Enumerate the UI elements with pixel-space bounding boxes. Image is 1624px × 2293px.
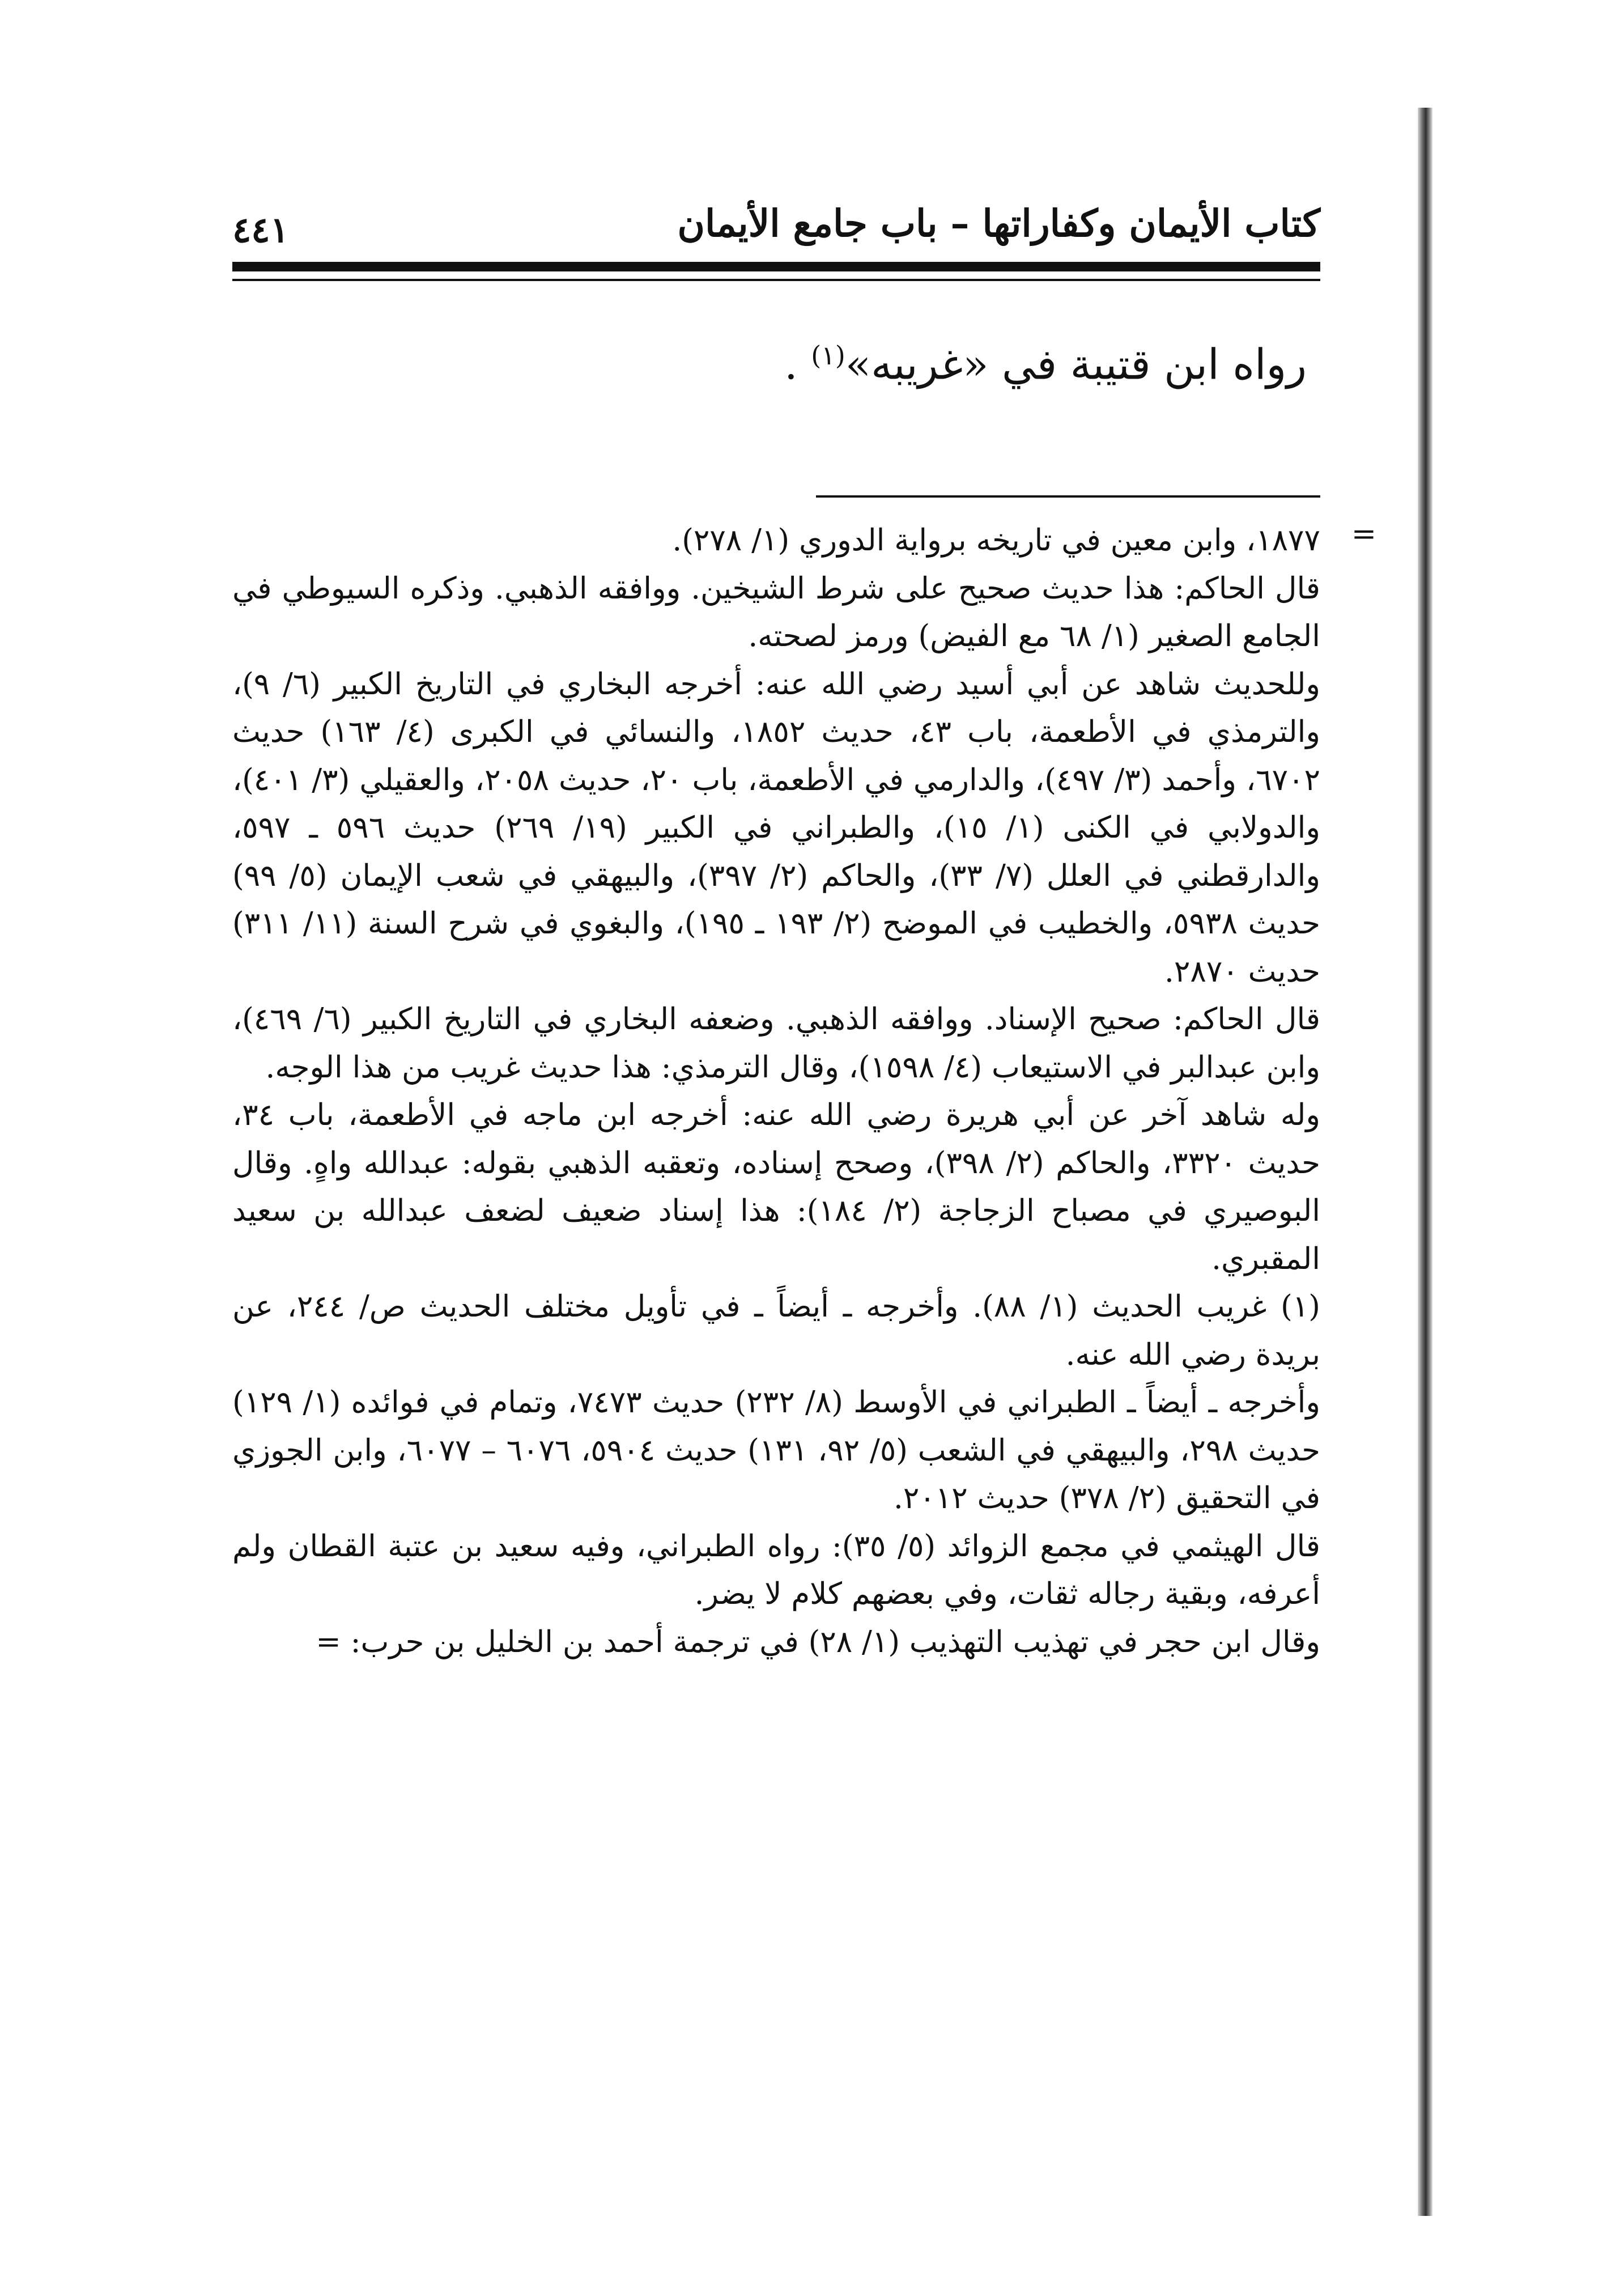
footnote-paragraph: وله شاهد آخر عن أبي هريرة رضي الله عنه: أخرجه ابن ماجه في الأطعمة، باب ٣٤، حديث ٣٣٢٠، والحاكم (٢/ ٣٩٨)، وصحح إسناده، وتعقبه الذهبي بقوله: عبدالله واهٍ. وقال البوصيري في مصباح الزجاجة (٢/ ١٨٤): هذا إسناد ضعيف لضعف عبدالله بن سعيد المقبري. [232, 1098, 1320, 1276]
footnote-paragraph: قال الحاكم: هذا حديث صحيح على شرط الشيخين. ووافقه الذهبي. وذكره السيوطي في الجامع الصغير (١/ ٦٨ مع الفيض) ورمز لصحته. [232, 571, 1320, 653]
footnote-separator [816, 495, 1320, 498]
footnote-paragraph: قال الهيثمي في مجمع الزوائد (٥/ ٣٥): رواه الطبراني، وفيه سعيد بن عتبة القطان ولم أعرفه، وبقية رجاله ثقات، وفي بعضهم كلام لا يضر. [232, 1528, 1320, 1611]
footnote-reference: (١) [811, 340, 845, 371]
header-rule-thick [232, 262, 1320, 271]
footnote-paragraph: (١) غريب الحديث (١/ ٨٨). وأخرجه ـ أيضاً ـ في تأويل مختلف الحديث ص/ ٢٤٤، عن بريدة رضي الله عنه. [232, 1289, 1320, 1372]
footnote-paragraph: وأخرجه ـ أيضاً ـ الطبراني في الأوسط (٨/ ٢٣٢) حديث ٧٤٧٣، وتمام في فوائده (١/ ١٢٩) حديث ٢٩٨، والبيهقي في الشعب (٥/ ٩٢، ١٣١) حديث ٥٩٠٤، ٦٠٧٦ – ٦٠٧٧، وابن الجوزي في التحقيق (٢/ ٣٧٨) حديث ٢٠١٢. [232, 1385, 1320, 1515]
main-text-end: . [784, 340, 798, 389]
footnote-paragraph: وللحديث شاهد عن أبي أسيد رضي الله عنه: أخرجه البخاري في التاريخ الكبير (٦/ ٩)، والترمذي في الأطعمة، باب ٤٣، حديث ١٨٥٢، والنسائي في الكبرى (٤/ ١٦٣) حديث ٦٧٠٢، وأحمد (٣/ ٤٩٧)، والدارمي في الأطعمة، باب ٢٠، حديث ٢٠٥٨، والعقيلي (٣/ ٤٠١)، والدولابي في الكنى (١/ ١٥)، والطبراني في الكبير (١٩/ ٢٦٩) حديث ٥٩٦ ـ ٥٩٧، والدارقطني في العلل (٧/ ٣٣)، والحاكم (٢/ ٣٩٧)، والبيهقي في شعب الإيمان (٥/ ٩٩) حديث ٥٩٣٨، والخطيب في الموضح (٢/ ١٩٣ ـ ١٩٥)، والبغوي في شرح السنة (١١/ ٣١١) حديث ٢٨٧٠. [232, 666, 1320, 989]
main-text: رواه ابن قتيبة في «غريبه» [845, 340, 1307, 389]
footnote-paragraph: وقال ابن حجر في تهذيب التهذيب (١/ ٢٨) في ترجمة أحمد بن الخليل بن حرب: = [316, 1624, 1320, 1659]
main-text-line [219, 340, 1307, 389]
footnote-paragraph: ١٨٧٧، وابن معين في تاريخه برواية الدوري (١/ ٢٧٨). [672, 523, 1320, 558]
footnote-paragraph: قال الحاكم: صحيح الإسناد. ووافقه الذهبي. وضعفه البخاري في التاريخ الكبير (٦/ ٤٦٩)، وابن عبدالبر في الاستيعاب (٤/ ١٥٩٨)، وقال الترمذي: هذا حديث غريب من هذا الوجه. [232, 1002, 1320, 1085]
page-header [232, 201, 1320, 258]
running-title: كتاب الأيمان وكفاراتها – باب جامع الأيمان [677, 201, 1320, 245]
header-rule-thin [232, 279, 1320, 281]
footnotes-block [232, 517, 1377, 1666]
page-edge-binding [1418, 108, 1432, 2216]
page-number: ٤٤١ [232, 209, 289, 250]
continuation-marker: = [1351, 517, 1377, 551]
